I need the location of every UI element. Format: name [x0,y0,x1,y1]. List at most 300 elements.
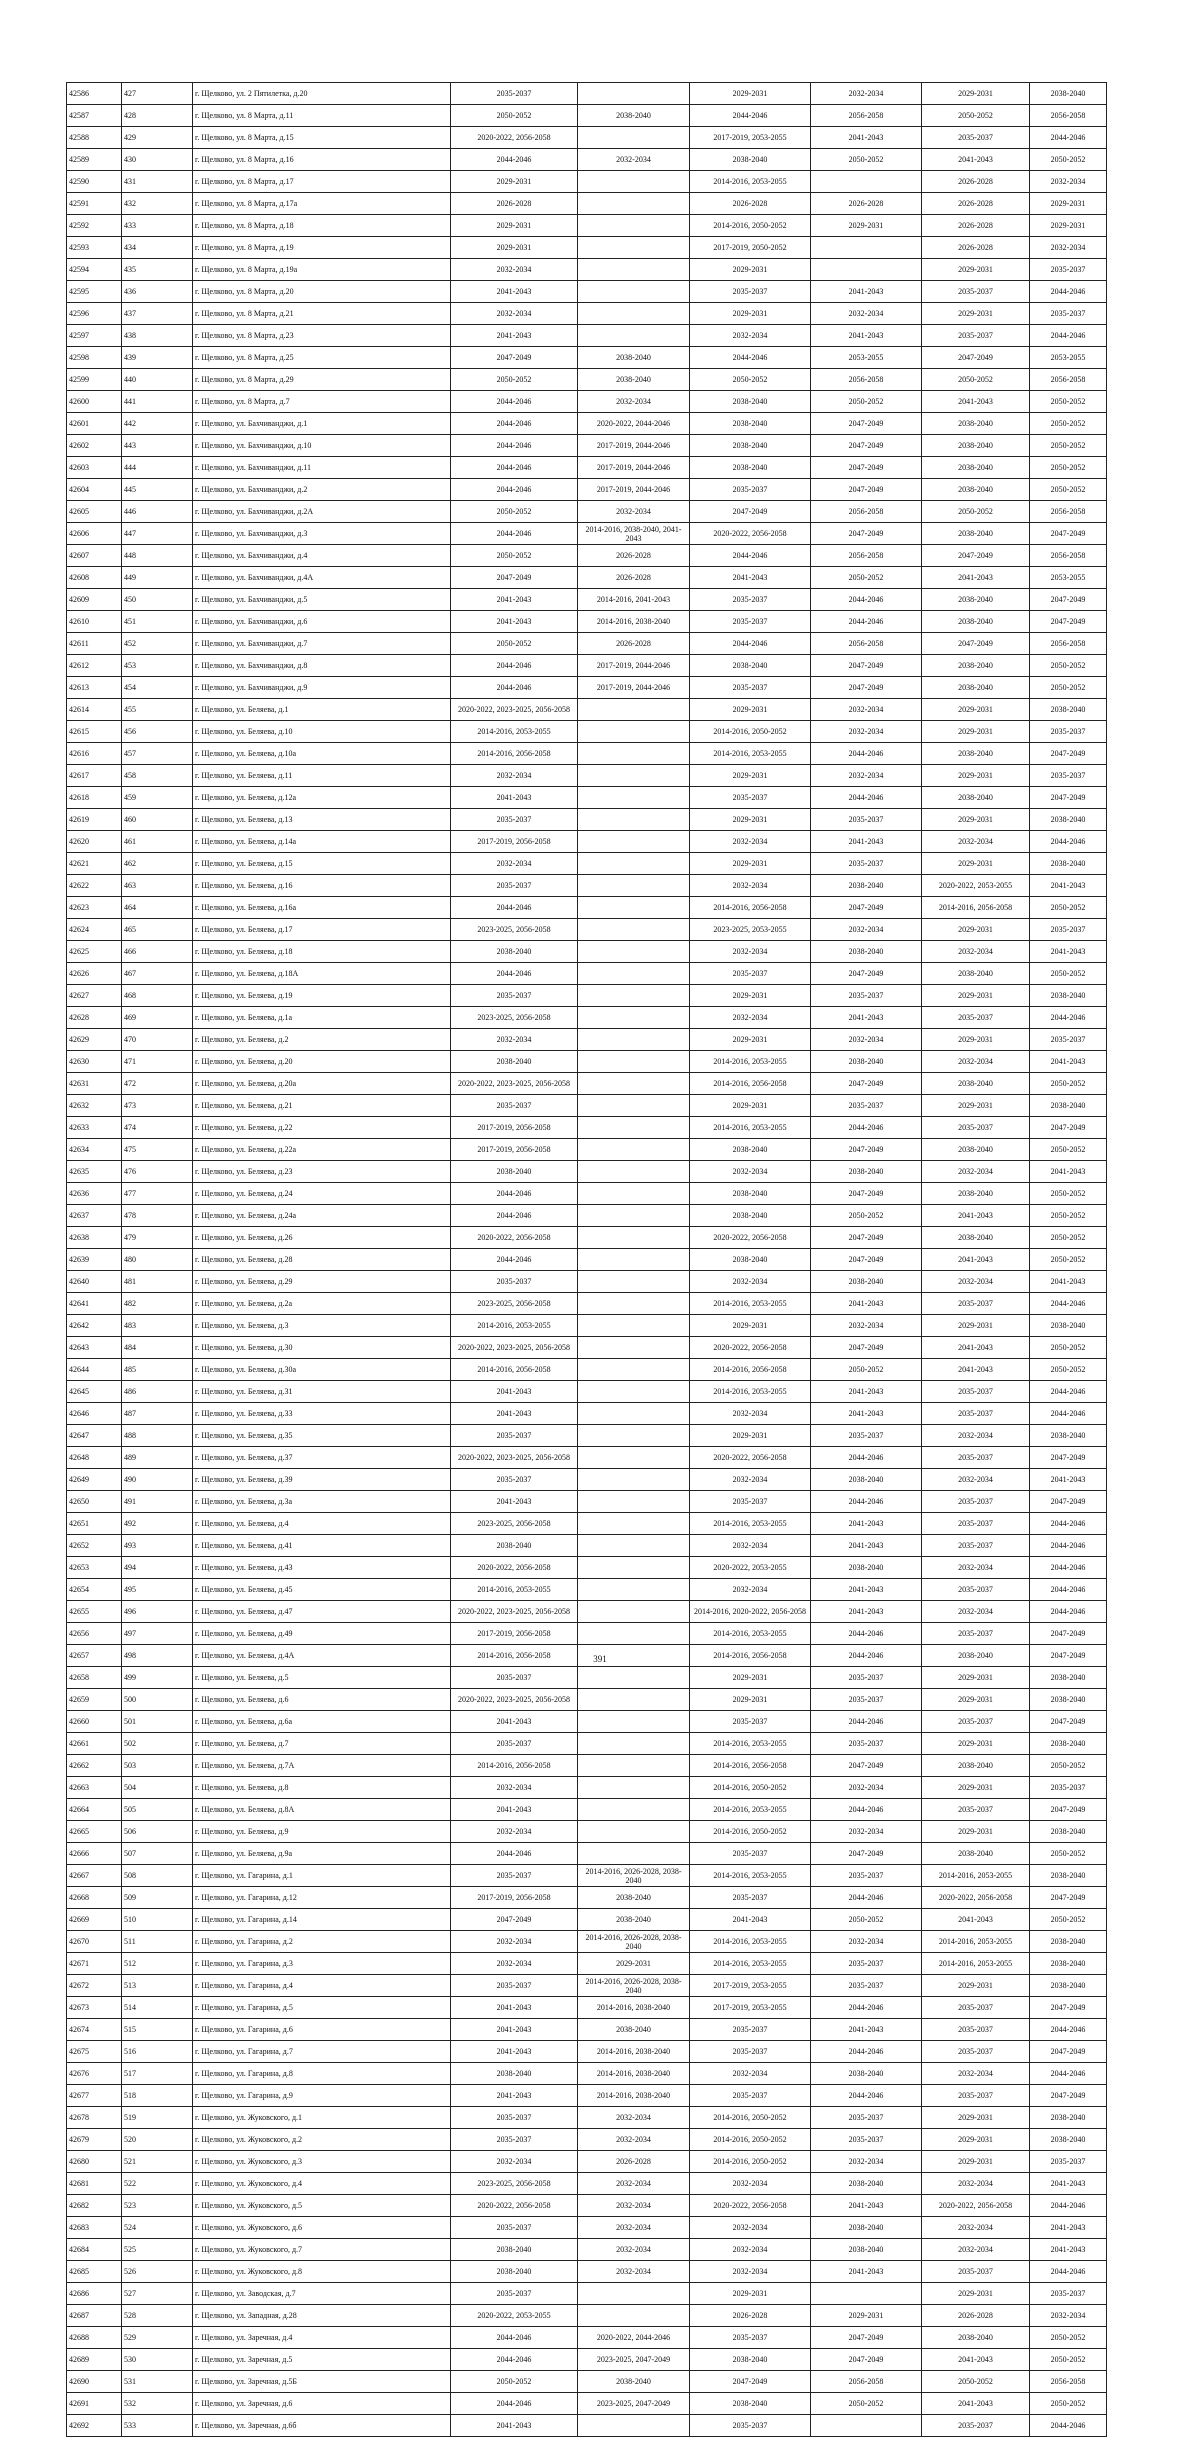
table-cell: 2023-2025, 2047-2049 [578,2393,690,2415]
table-cell: 501 [122,1711,193,1733]
table-cell: 42646 [67,1403,122,1425]
table-cell: 2044-2046 [811,787,922,809]
table-cell: 2047-2049 [811,1755,922,1777]
page-number: 391 [593,1654,607,1664]
table-cell: 2017-2019, 2056-2058 [451,1117,578,1139]
table-cell: 2038-2040 [811,2063,922,2085]
table-cell: 2038-2040 [922,1183,1030,1205]
table-cell [578,1029,690,1051]
table-cell: 2044-2046 [451,2349,578,2371]
table-cell: 42680 [67,2151,122,2173]
table-cell [578,1733,690,1755]
table-cell: 2041-2043 [451,2415,578,2437]
table-cell: г. Щелково, ул. Гагарина, д.8 [193,2063,451,2085]
table-cell: г. Щелково, ул. Беляева, д.6а [193,1711,451,1733]
table-cell: 2041-2043 [1030,1469,1107,1491]
table-cell: 42641 [67,1293,122,1315]
table-cell: г. Щелково, ул. Беляева, д.2 [193,1029,451,1051]
table-cell: 2038-2040 [811,2239,922,2261]
table-cell: 42655 [67,1601,122,1623]
table-cell: г. Щелково, ул. Бахчиванджи, д.11 [193,457,451,479]
table-cell: 42600 [67,391,122,413]
table-cell: 2032-2034 [922,2173,1030,2195]
table-cell: 2047-2049 [811,2327,922,2349]
table-cell: 42686 [67,2283,122,2305]
table-cell: 2032-2034 [451,259,578,281]
table-cell: г. Щелково, ул. 8 Марта, д.20 [193,281,451,303]
table-cell: 2014-2016, 2020-2022, 2056-2058 [690,1601,811,1623]
table-cell: 2044-2046 [811,611,922,633]
table-cell [578,303,690,325]
table-cell: 2044-2046 [811,1645,922,1667]
table-cell: 42604 [67,479,122,501]
table-cell: 439 [122,347,193,369]
table-row [67,2305,1107,2327]
table-row [67,325,1107,347]
table-cell: 503 [122,1755,193,1777]
table-cell: 2050-2052 [451,545,578,567]
table-cell: 42663 [67,1777,122,1799]
table-cell: 2041-2043 [811,1007,922,1029]
table-cell: г. Щелково, ул. Беляева, д.6 [193,1689,451,1711]
table-cell: 2029-2031 [922,809,1030,831]
table-cell: 2038-2040 [811,1557,922,1579]
table-cell: 2035-2037 [811,853,922,875]
table-cell: 42644 [67,1359,122,1381]
table-cell: 2041-2043 [1030,875,1107,897]
table-cell: г. Щелково, ул. Бахчиванджи, д.3 [193,523,451,545]
table-cell: 2032-2034 [690,1535,811,1557]
table-cell: 531 [122,2371,193,2393]
table-cell: 524 [122,2217,193,2239]
table-cell: 2050-2052 [1030,2327,1107,2349]
table-cell: г. Щелково, ул. Жуковского, д.4 [193,2173,451,2195]
table-cell: 2038-2040 [1030,1931,1107,1953]
table-row [67,1381,1107,1403]
table-cell: 2050-2052 [922,2371,1030,2393]
table-cell: 2035-2037 [690,281,811,303]
table-cell: 42619 [67,809,122,831]
table-cell: 42645 [67,1381,122,1403]
table-cell: 518 [122,2085,193,2107]
table-cell: 42618 [67,787,122,809]
table-cell: 2044-2046 [690,545,811,567]
table-cell: 2038-2040 [690,435,811,457]
table-cell: 2032-2034 [922,2239,1030,2261]
table-cell: 2044-2046 [451,391,578,413]
table-cell: г. Щелково, ул. 8 Марта, д.15 [193,127,451,149]
table-cell: 2044-2046 [451,1183,578,1205]
table-cell: 42650 [67,1491,122,1513]
table-cell: 42661 [67,1733,122,1755]
table-cell: 2050-2052 [1030,1337,1107,1359]
table-row [67,2261,1107,2283]
table-cell: 2026-2028 [922,215,1030,237]
table-row [67,1601,1107,1623]
table-cell: 2056-2058 [811,501,922,523]
table-row [67,1051,1107,1073]
table-cell: 2044-2046 [811,1117,922,1139]
table-cell: 2047-2049 [1030,1645,1107,1667]
table-cell: 2038-2040 [1030,1975,1107,1997]
table-row [67,1447,1107,1469]
table-cell: г. Щелково, ул. Беляева, д.7А [193,1755,451,1777]
table-cell: 2044-2046 [690,105,811,127]
table-cell: 2044-2046 [451,457,578,479]
table-cell: 42612 [67,655,122,677]
table-cell: 2020-2022, 2023-2025, 2056-2058 [451,1447,578,1469]
table-cell: 429 [122,127,193,149]
table-cell [578,1205,690,1227]
table-cell: г. Щелково, ул. Гагарина, д.7 [193,2041,451,2063]
table-cell: 2020-2022, 2053-2055 [690,1557,811,1579]
table-cell: 2041-2043 [811,2019,922,2041]
table-cell: 2032-2034 [811,721,922,743]
table-cell: 2014-2016, 2038-2040 [578,611,690,633]
table-cell: 2050-2052 [811,567,922,589]
table-cell: г. Щелково, ул. 8 Марта, д.25 [193,347,451,369]
table-cell: 42614 [67,699,122,721]
table-cell: 2032-2034 [922,1469,1030,1491]
table-cell: 2038-2040 [690,1249,811,1271]
table-cell: 2035-2037 [922,1491,1030,1513]
table-cell: 2038-2040 [690,457,811,479]
table-cell [811,237,922,259]
table-cell [578,1689,690,1711]
table-cell: 2050-2052 [1030,1205,1107,1227]
table-cell [578,1667,690,1689]
table-cell: 505 [122,1799,193,1821]
table-cell: 2044-2046 [451,435,578,457]
table-cell: г. Щелково, ул. Беляева, д.20 [193,1051,451,1073]
table-cell: 450 [122,589,193,611]
table-row [67,1403,1107,1425]
table-cell: 2044-2046 [1030,2063,1107,2085]
table-cell: 2029-2031 [922,1777,1030,1799]
table-cell: 2038-2040 [578,1887,690,1909]
table-cell [578,193,690,215]
table-cell: г. Щелково, ул. 8 Марта, д.7 [193,391,451,413]
table-cell: 2032-2034 [690,325,811,347]
table-cell: 2032-2034 [578,2107,690,2129]
table-cell [578,1073,690,1095]
table-cell: 2032-2034 [690,2261,811,2283]
table-cell: 454 [122,677,193,699]
table-cell: 2014-2016, 2050-2052 [690,1777,811,1799]
table-cell: г. Щелково, ул. Беляева, д.37 [193,1447,451,1469]
table-cell: г. Щелково, ул. Беляева, д.5 [193,1667,451,1689]
table-cell [811,2415,922,2437]
table-cell: 2053-2055 [1030,347,1107,369]
table-cell: 2032-2034 [811,699,922,721]
table-cell: г. Щелково, ул. Бахчиванджи, д.2А [193,501,451,523]
table-row [67,1887,1107,1909]
table-cell: г. Щелково, ул. 8 Марта, д.21 [193,303,451,325]
table-cell: 42628 [67,1007,122,1029]
table-cell: 2038-2040 [811,2217,922,2239]
table-cell: 2023-2025, 2047-2049 [578,2349,690,2371]
table-row [67,281,1107,303]
table-cell: г. Щелково, ул. Беляева, д.3 [193,1315,451,1337]
table-cell: 2029-2031 [690,1029,811,1051]
table-cell [578,897,690,919]
table-cell: 2041-2043 [451,325,578,347]
table-cell: 526 [122,2261,193,2283]
table-cell: 2032-2034 [451,853,578,875]
table-cell: 2038-2040 [1030,2129,1107,2151]
table-cell: 2047-2049 [1030,611,1107,633]
table-cell [811,171,922,193]
table-cell [578,1095,690,1117]
table-cell: 2044-2046 [811,2085,922,2107]
table-row [67,2173,1107,2195]
table-cell: 2026-2028 [578,2151,690,2173]
table-cell: 2026-2028 [922,237,1030,259]
table-cell: 42678 [67,2107,122,2129]
table-cell: 2038-2040 [1030,1953,1107,1975]
table-cell: 2035-2037 [451,1425,578,1447]
table-row [67,677,1107,699]
table-cell: 2035-2037 [1030,1777,1107,1799]
table-cell: 2038-2040 [922,1227,1030,1249]
table-cell: 2050-2052 [811,149,922,171]
table-cell: 2035-2037 [690,1491,811,1513]
table-cell: 42684 [67,2239,122,2261]
table-cell: г. Щелково, ул. Беляева, д.11 [193,765,451,787]
table-cell: 42658 [67,1667,122,1689]
table-cell: г. Щелково, ул. Беляева, д.10 [193,721,451,743]
table-cell: 2026-2028 [922,193,1030,215]
table-cell: 521 [122,2151,193,2173]
table-cell: 2014-2016, 2053-2055 [922,1865,1030,1887]
table-cell: 451 [122,611,193,633]
table-cell: 2044-2046 [1030,1601,1107,1623]
table-cell: 2032-2034 [690,1403,811,1425]
table-cell: г. Щелково, ул. Беляева, д.30 [193,1337,451,1359]
table-cell [578,699,690,721]
table-cell: 2050-2052 [451,501,578,523]
table-cell: 2035-2037 [451,2217,578,2239]
table-cell: 453 [122,655,193,677]
table-row [67,1909,1107,1931]
table-cell: 42647 [67,1425,122,1447]
table-cell: г. Щелково, ул. Беляева, д.43 [193,1557,451,1579]
table-cell: 475 [122,1139,193,1161]
table-cell: г. Щелково, ул. 8 Марта, д.17а [193,193,451,215]
table-cell: г. Щелково, ул. Беляева, д.13 [193,809,451,831]
table-cell: 2050-2052 [451,2371,578,2393]
table-cell: 2026-2028 [578,633,690,655]
table-cell: г. Щелково, ул. Бахчиванджи, д.7 [193,633,451,655]
table-row [67,1139,1107,1161]
table-cell [578,1337,690,1359]
table-cell: 2044-2046 [811,743,922,765]
table-cell: 438 [122,325,193,347]
table-cell: 510 [122,1909,193,1931]
table-cell: 2056-2058 [1030,545,1107,567]
table-cell: 2041-2043 [811,127,922,149]
table-cell: 2026-2028 [922,171,1030,193]
table-cell: 2038-2040 [811,941,922,963]
table-cell: 2038-2040 [690,2393,811,2415]
table-cell: 2047-2049 [922,545,1030,567]
table-row [67,1227,1107,1249]
table-cell: 2032-2034 [578,2239,690,2261]
table-cell: 2014-2016, 2056-2058 [690,1755,811,1777]
table-cell: 2035-2037 [451,2283,578,2305]
table-cell: г. Щелково, ул. Беляева, д.30а [193,1359,451,1381]
table-cell: 2041-2043 [811,2261,922,2283]
table-cell: 512 [122,1953,193,1975]
table-cell: 2047-2049 [811,1139,922,1161]
table-cell: 428 [122,105,193,127]
table-cell: 519 [122,2107,193,2129]
table-cell: 42633 [67,1117,122,1139]
table-cell: 2041-2043 [811,1535,922,1557]
table-cell: 42624 [67,919,122,941]
table-cell: 2044-2046 [451,655,578,677]
table-cell: 2038-2040 [1030,1865,1107,1887]
table-cell: 42595 [67,281,122,303]
table-cell: 2035-2037 [1030,1029,1107,1051]
table-cell: 434 [122,237,193,259]
table-cell: 42691 [67,2393,122,2415]
table-cell: г. Щелково, ул. Бахчиванджи, д.2 [193,479,451,501]
table-row [67,1733,1107,1755]
table-cell: 478 [122,1205,193,1227]
table-row [67,149,1107,171]
table-row [67,1337,1107,1359]
table-cell: 2044-2046 [811,1799,922,1821]
table-cell [578,1359,690,1381]
table-cell: 2038-2040 [451,2261,578,2283]
table-cell: 2035-2037 [1030,259,1107,281]
table-cell: 427 [122,83,193,105]
table-cell: 2041-2043 [922,149,1030,171]
table-cell: 2014-2016, 2053-2055 [690,1799,811,1821]
table-cell: г. Щелково, ул. Беляева, д.4А [193,1645,451,1667]
table-cell: 2032-2034 [811,1931,922,1953]
table-cell: 42657 [67,1645,122,1667]
table-cell: 461 [122,831,193,853]
table-cell: 2041-2043 [451,589,578,611]
table-cell: 42638 [67,1227,122,1249]
table-cell: 2038-2040 [922,787,1030,809]
table-cell: 2050-2052 [1030,655,1107,677]
table-cell: 2035-2037 [811,1953,922,1975]
table-cell: г. Щелково, ул. Беляева, д.24 [193,1183,451,1205]
table-row [67,699,1107,721]
table-cell: 2038-2040 [922,1645,1030,1667]
table-cell: 2044-2046 [451,1205,578,1227]
table-cell: 2044-2046 [1030,1557,1107,1579]
table-cell: 443 [122,435,193,457]
table-cell: 2023-2025, 2056-2058 [451,1007,578,1029]
table-cell: 42602 [67,435,122,457]
table-cell: 2038-2040 [1030,1821,1107,1843]
table-cell: 2032-2034 [1030,237,1107,259]
table-cell: 42629 [67,1029,122,1051]
table-cell: 446 [122,501,193,523]
table-cell: г. Щелково, ул. Бахчиванджи, д.9 [193,677,451,699]
table-cell: 42681 [67,2173,122,2195]
table-cell: 2029-2031 [922,83,1030,105]
table-cell [578,1623,690,1645]
table-cell: 2038-2040 [811,1271,922,1293]
table-cell: г. Щелково, ул. 8 Марта, д.11 [193,105,451,127]
table-cell: 2020-2022, 2056-2058 [451,127,578,149]
table-cell: 2029-2031 [690,1425,811,1447]
table-row [67,831,1107,853]
table-cell: 2032-2034 [922,1161,1030,1183]
table-row [67,1249,1107,1271]
table-cell: 42667 [67,1865,122,1887]
table-cell: г. Щелково, ул. Беляева, д.1 [193,699,451,721]
table-cell: 42597 [67,325,122,347]
table-cell: 2038-2040 [1030,1667,1107,1689]
table-cell: 527 [122,2283,193,2305]
table-cell [578,1381,690,1403]
table-row [67,1667,1107,1689]
table-row [67,2107,1107,2129]
table-row [67,985,1107,1007]
table-cell: 2029-2031 [690,303,811,325]
table-cell: 2041-2043 [451,1403,578,1425]
table-cell: 2041-2043 [1030,1271,1107,1293]
table-row [67,809,1107,831]
table-cell: 2029-2031 [922,2283,1030,2305]
table-row [67,655,1107,677]
table-row [67,1007,1107,1029]
table-row [67,2371,1107,2393]
table-cell: 2035-2037 [811,985,922,1007]
table-cell: 2032-2034 [690,1579,811,1601]
table-cell: 2029-2031 [922,1733,1030,1755]
table-cell: 466 [122,941,193,963]
table-cell: 2035-2037 [811,1975,922,1997]
table-cell: 2050-2052 [811,1909,922,1931]
table-cell: 472 [122,1073,193,1095]
table-cell: 2029-2031 [451,237,578,259]
table-cell: 42643 [67,1337,122,1359]
table-row [67,1161,1107,1183]
table-cell: 2014-2016, 2026-2028, 2038-2040 [578,1931,690,1953]
table-cell: г. Щелково, ул. Беляева, д.12а [193,787,451,809]
table-cell: 2014-2016, 2038-2040 [578,2041,690,2063]
table-cell: 2041-2043 [922,1359,1030,1381]
table-cell: 2029-2031 [922,2107,1030,2129]
table-cell: 2038-2040 [690,413,811,435]
table-cell: 2047-2049 [451,347,578,369]
table-cell: 511 [122,1931,193,1953]
table-cell: 2047-2049 [1030,1799,1107,1821]
table-cell: 42589 [67,149,122,171]
table-cell: 2032-2034 [578,501,690,523]
table-cell: 2044-2046 [1030,127,1107,149]
table-cell: 2035-2037 [451,1469,578,1491]
table-cell: 2044-2046 [811,1491,922,1513]
table-cell: 2041-2043 [690,567,811,589]
table-cell: 509 [122,1887,193,1909]
table-cell: 42616 [67,743,122,765]
table-cell: 2014-2016, 2053-2055 [690,743,811,765]
table-cell [578,2415,690,2437]
table-cell: 2014-2016, 2053-2055 [451,1579,578,1601]
table-cell: 2032-2034 [811,765,922,787]
table-cell: 2035-2037 [690,1887,811,1909]
table-cell: 2044-2046 [811,1997,922,2019]
table-cell: 2047-2049 [451,567,578,589]
